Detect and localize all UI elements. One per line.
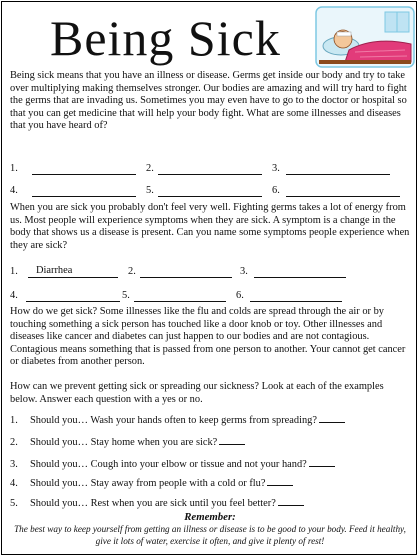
intro-paragraph: Being sick means that you have an illness or disease. Germs get inside our body and try to take over multiplying making themselves stronger. Our bodies are amazing and will try hard to fight the germs that are invading us. Sometimes you may even have to go to the doctor or hospital so that you can get medicine that will help your body fight. What are some illnesses and diseases that you have heard of? [10,70,407,132]
question-1 [10,413,412,428]
sick-child-in-bed-clipart [315,6,415,68]
answer-blank-1[interactable] [319,413,345,423]
symptom-number-4: 4. [10,290,18,301]
answer-blank-5[interactable] [278,496,304,506]
symptom-blank-5[interactable] [134,289,226,302]
illness-blank-1[interactable] [32,162,136,175]
remember-heading: Remember: [184,511,236,523]
symptom-number-3: 3. [240,266,248,277]
symptom-answer-1: Diarrhea [36,265,73,276]
symptom-blank-2[interactable] [140,265,232,278]
illness-blank-6[interactable] [286,184,400,197]
answer-blank-4[interactable] [267,476,293,486]
illness-blank-3[interactable] [286,162,390,175]
illness-number-4: 4. [10,185,18,196]
symptom-row-2 [10,289,412,303]
symptoms-paragraph: When you are sick you probably don't feel very well. Fighting germs takes a lot of energy from us. Most people will experience symptoms when they are sick. A symptom is a change in the body that shows us a disease is present. Can you name some symptoms people experience when they are sick? [10,202,410,251]
symptom-number-6: 6. [236,290,244,301]
illness-blank-5[interactable] [158,184,262,197]
symptom-number-2: 2. [128,266,136,277]
question-number-1: 1. [10,415,18,426]
illness-number-5: 5. [146,185,154,196]
symptom-blank-4[interactable] [26,289,120,302]
illness-number-3: 3. [272,163,280,174]
symptom-number-1: 1. [10,266,18,277]
illness-blank-2[interactable] [158,162,262,175]
question-text-1: Should you… Wash your hands often to keep germs from spreading? [30,415,317,426]
symptom-blank-1[interactable] [28,265,118,278]
symptom-number-5: 5. [122,290,130,301]
illness-row-1 [10,162,412,176]
question-4 [10,476,412,491]
spread-paragraph: How do we get sick? Some illnesses like the flu and colds are spread through the air or by touching something a sick person has touched like a door knob or toy. Other illnesses and diseases like cancer and diabetes can just happen to our bodies and are not contagious. Contagious means something that is passed from one person to another. Your cannot get cancer or diabetes from another person. [10,306,406,368]
question-text-5: Should you… Rest when you are sick until you feel better? [30,498,276,509]
question-2 [10,435,412,450]
question-text-2: Should you… Stay home when you are sick? [30,437,218,448]
question-number-5: 5. [10,498,18,509]
prevent-paragraph: How can we prevent getting sick or spreading our sickness? Look at each of the examples below. Answer each question with a yes or no. [10,381,384,405]
question-3 [10,457,412,472]
illness-number-6: 6. [272,185,280,196]
question-number-3: 3. [10,459,18,470]
illness-blank-4[interactable] [32,184,136,197]
question-text-3: Should you… Cough into your elbow or tissue and not your hand? [30,459,307,470]
question-number-4: 4. [10,478,18,489]
remember-text: The best way to keep yourself from getting an illness or disease is to be good to your body. Feed it healthy, give it lots of water, exercise it often, and give it plenty of rest! [14,524,406,546]
answer-blank-2[interactable] [219,435,245,445]
symptom-blank-6[interactable] [250,289,342,302]
illness-number-2: 2. [146,163,154,174]
symptom-row-1 [10,265,412,279]
question-5 [10,496,412,511]
worksheet-page [1,1,417,555]
question-number-2: 2. [10,437,18,448]
illness-number-1: 1. [10,163,18,174]
illness-row-2 [10,184,412,198]
answer-blank-3[interactable] [309,457,335,467]
question-text-4: Should you… Stay away from people with a cold or flu? [30,478,266,489]
page-title: Being Sick [50,10,281,66]
symptom-blank-3[interactable] [254,265,346,278]
